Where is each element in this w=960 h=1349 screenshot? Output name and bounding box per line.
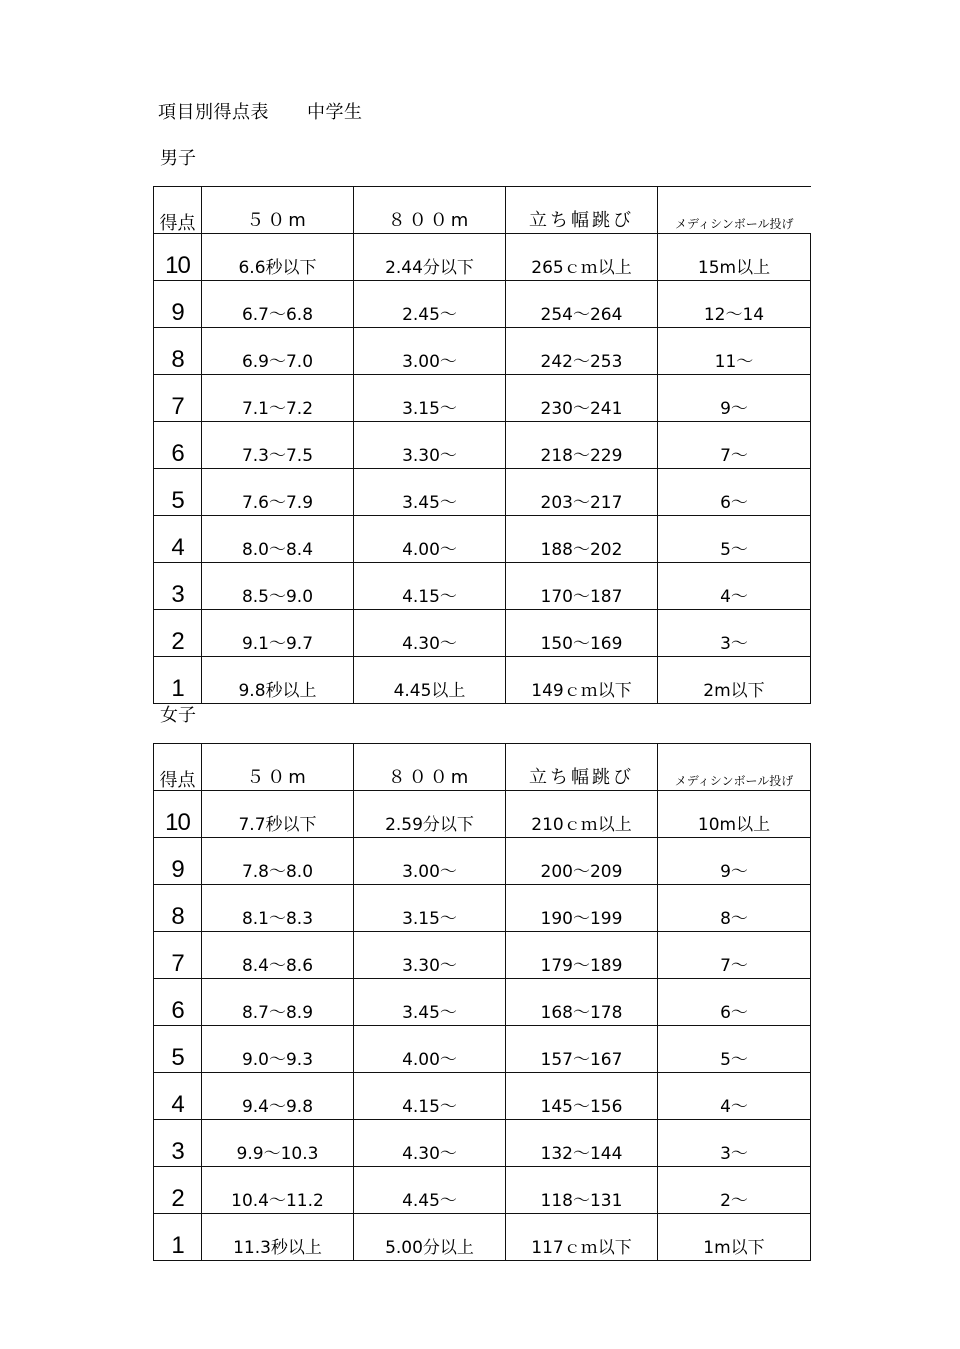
cell-50m: 9.4〜9.8	[202, 1073, 354, 1120]
cell-800m: 4.15〜	[354, 563, 506, 610]
cell-50m: 6.7〜6.8	[202, 281, 354, 328]
girls-score-table	[153, 743, 811, 1261]
cell-score: 6	[154, 422, 202, 469]
cell-50m: 7.7秒以下	[202, 791, 354, 838]
header-standing-long-jump: 立ち幅跳び	[506, 187, 658, 234]
cell-score: 7	[154, 375, 202, 422]
header-medicine-ball-throw: メディシンボール投げ	[658, 187, 811, 234]
table-row	[154, 1214, 811, 1261]
cell-standing-long-jump: 168〜178	[506, 979, 658, 1026]
cell-50m: 8.7〜8.9	[202, 979, 354, 1026]
cell-medicine-ball-throw: 4〜	[658, 1073, 811, 1120]
cell-standing-long-jump: 210ｃｍ以上	[506, 791, 658, 838]
cell-50m: 9.0〜9.3	[202, 1026, 354, 1073]
header-800m: ８００m	[354, 744, 506, 791]
cell-score: 8	[154, 885, 202, 932]
cell-standing-long-jump: 145〜156	[506, 1073, 658, 1120]
boys-score-table	[153, 186, 811, 704]
cell-medicine-ball-throw: 1m以下	[658, 1214, 811, 1261]
cell-medicine-ball-throw: 3〜	[658, 610, 811, 657]
cell-800m: 3.30〜	[354, 422, 506, 469]
cell-score: 8	[154, 328, 202, 375]
cell-medicine-ball-throw: 15m以上	[658, 234, 811, 281]
cell-medicine-ball-throw: 5〜	[658, 1026, 811, 1073]
table-row	[154, 838, 811, 885]
cell-standing-long-jump: 230〜241	[506, 375, 658, 422]
table-row	[154, 234, 811, 281]
cell-medicine-ball-throw: 9〜	[658, 375, 811, 422]
table-row	[154, 610, 811, 657]
table-row	[154, 791, 811, 838]
cell-800m: 4.30〜	[354, 1120, 506, 1167]
cell-medicine-ball-throw: 7〜	[658, 422, 811, 469]
cell-50m: 6.9〜7.0	[202, 328, 354, 375]
cell-800m: 3.30〜	[354, 932, 506, 979]
cell-standing-long-jump: 200〜209	[506, 838, 658, 885]
cell-standing-long-jump: 188〜202	[506, 516, 658, 563]
header-standing-long-jump: 立ち幅跳び	[506, 744, 658, 791]
table-row	[154, 1167, 811, 1214]
header-medicine-ball-throw: メディシンボール投げ	[658, 744, 811, 791]
cell-medicine-ball-throw: 8〜	[658, 885, 811, 932]
cell-50m: 7.8〜8.0	[202, 838, 354, 885]
cell-medicine-ball-throw: 9〜	[658, 838, 811, 885]
cell-medicine-ball-throw: 2〜	[658, 1167, 811, 1214]
cell-score: 9	[154, 838, 202, 885]
cell-medicine-ball-throw: 10m以上	[658, 791, 811, 838]
table-row	[154, 281, 811, 328]
cell-800m: 4.00〜	[354, 1026, 506, 1073]
cell-standing-long-jump: 179〜189	[506, 932, 658, 979]
cell-medicine-ball-throw: 12〜14	[658, 281, 811, 328]
cell-score: 5	[154, 469, 202, 516]
cell-standing-long-jump: 118〜131	[506, 1167, 658, 1214]
cell-800m: 4.45以上	[354, 657, 506, 704]
cell-standing-long-jump: 150〜169	[506, 610, 658, 657]
cell-standing-long-jump: 242〜253	[506, 328, 658, 375]
cell-50m: 8.1〜8.3	[202, 885, 354, 932]
cell-800m: 3.45〜	[354, 979, 506, 1026]
cell-score: 9	[154, 281, 202, 328]
page-title	[158, 98, 363, 124]
cell-standing-long-jump: 265ｃｍ以上	[506, 234, 658, 281]
cell-standing-long-jump: 254〜264	[506, 281, 658, 328]
table-row	[154, 657, 811, 704]
cell-medicine-ball-throw: 6〜	[658, 469, 811, 516]
cell-50m: 11.3秒以上	[202, 1214, 354, 1261]
cell-800m: 3.45〜	[354, 469, 506, 516]
table-row	[154, 979, 811, 1026]
cell-score: 3	[154, 1120, 202, 1167]
table-row	[154, 469, 811, 516]
cell-50m: 10.4〜11.2	[202, 1167, 354, 1214]
girls-section-label: 女子	[160, 705, 196, 726]
cell-800m: 3.15〜	[354, 885, 506, 932]
cell-800m: 2.44分以下	[354, 234, 506, 281]
cell-50m: 6.6秒以下	[202, 234, 354, 281]
cell-standing-long-jump: 149ｃｍ以下	[506, 657, 658, 704]
header-800m: ８００m	[354, 187, 506, 234]
table-row	[154, 1120, 811, 1167]
cell-50m: 7.1〜7.2	[202, 375, 354, 422]
subtitle-text: 中学生	[307, 102, 363, 123]
cell-score: 2	[154, 1167, 202, 1214]
cell-800m: 3.15〜	[354, 375, 506, 422]
cell-score: 10	[154, 791, 202, 838]
cell-800m: 2.59分以下	[354, 791, 506, 838]
header-50m: ５０m	[202, 187, 354, 234]
cell-800m: 2.45〜	[354, 281, 506, 328]
cell-score: 10	[154, 234, 202, 281]
cell-50m: 9.8秒以上	[202, 657, 354, 704]
table-row	[154, 422, 811, 469]
cell-score: 1	[154, 657, 202, 704]
table-row	[154, 1026, 811, 1073]
cell-800m: 3.00〜	[354, 328, 506, 375]
table-row	[154, 885, 811, 932]
cell-50m: 8.4〜8.6	[202, 932, 354, 979]
cell-medicine-ball-throw: 3〜	[658, 1120, 811, 1167]
cell-50m: 9.9〜10.3	[202, 1120, 354, 1167]
header-50m: ５０m	[202, 744, 354, 791]
cell-medicine-ball-throw: 5〜	[658, 516, 811, 563]
cell-standing-long-jump: 117ｃｍ以下	[506, 1214, 658, 1261]
cell-medicine-ball-throw: 11〜	[658, 328, 811, 375]
boys-section-label: 男子	[160, 148, 196, 169]
cell-800m: 4.30〜	[354, 610, 506, 657]
cell-score: 4	[154, 1073, 202, 1120]
cell-score: 4	[154, 516, 202, 563]
cell-medicine-ball-throw: 2m以下	[658, 657, 811, 704]
table-row	[154, 1073, 811, 1120]
cell-standing-long-jump: 218〜229	[506, 422, 658, 469]
cell-score: 1	[154, 1214, 202, 1261]
cell-standing-long-jump: 203〜217	[506, 469, 658, 516]
cell-50m: 7.3〜7.5	[202, 422, 354, 469]
cell-800m: 4.15〜	[354, 1073, 506, 1120]
cell-score: 7	[154, 932, 202, 979]
table-row	[154, 516, 811, 563]
table-row	[154, 375, 811, 422]
cell-50m: 9.1〜9.7	[202, 610, 354, 657]
cell-800m: 4.00〜	[354, 516, 506, 563]
cell-800m: 5.00分以上	[354, 1214, 506, 1261]
cell-50m: 8.0〜8.4	[202, 516, 354, 563]
cell-score: 3	[154, 563, 202, 610]
header-score: 得点	[154, 744, 202, 791]
cell-standing-long-jump: 132〜144	[506, 1120, 658, 1167]
title-text: 項目別得点表	[158, 102, 269, 123]
header-score: 得点	[154, 187, 202, 234]
cell-medicine-ball-throw: 4〜	[658, 563, 811, 610]
cell-800m: 3.00〜	[354, 838, 506, 885]
cell-50m: 7.6〜7.9	[202, 469, 354, 516]
header-row	[154, 744, 811, 791]
cell-standing-long-jump: 170〜187	[506, 563, 658, 610]
cell-score: 6	[154, 979, 202, 1026]
cell-score: 5	[154, 1026, 202, 1073]
cell-score: 2	[154, 610, 202, 657]
cell-standing-long-jump: 157〜167	[506, 1026, 658, 1073]
table-row	[154, 328, 811, 375]
cell-standing-long-jump: 190〜199	[506, 885, 658, 932]
cell-800m: 4.45〜	[354, 1167, 506, 1214]
cell-medicine-ball-throw: 6〜	[658, 979, 811, 1026]
table-row	[154, 563, 811, 610]
header-row	[154, 187, 811, 234]
cell-50m: 8.5〜9.0	[202, 563, 354, 610]
cell-medicine-ball-throw: 7〜	[658, 932, 811, 979]
table-row	[154, 932, 811, 979]
